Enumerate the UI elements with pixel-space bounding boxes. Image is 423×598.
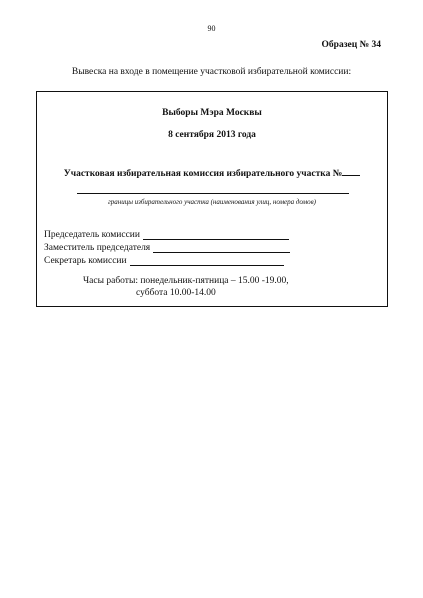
precinct-number-blank	[342, 166, 360, 176]
officer-deputy	[44, 243, 290, 253]
page-number: 90	[207, 24, 216, 33]
officer-secretary	[44, 256, 284, 266]
commission-line	[37, 166, 387, 179]
intro-text: Вывеска на входе в помещение участковой избирательной комиссии:	[71, 67, 352, 77]
officer-chairman	[44, 230, 289, 240]
borders-caption: границы избирательного участка (наименования улиц, номера домов)	[107, 198, 316, 206]
sign-date: 8 сентября 2013 года	[168, 130, 256, 140]
officer-label: Заместитель председателя	[44, 243, 151, 253]
sign-title: Выборы Мэра Москвы	[162, 108, 262, 118]
officer-label: Секретарь комиссии	[44, 256, 127, 266]
sample-label: Образец № 34	[321, 40, 381, 50]
officer-label: Председатель комиссии	[44, 230, 140, 240]
officer-blank-line	[143, 230, 289, 240]
working-hours-line-2: суббота 10.00-14.00	[136, 288, 216, 298]
officer-blank-line	[130, 256, 284, 266]
working-hours-line-1: Часы работы: понедельник-пятница – 15.00 -19.00,	[83, 276, 289, 286]
officer-blank-line	[153, 243, 290, 253]
borders-blank-line	[77, 193, 349, 194]
commission-text: Участковая избирательная комиссия избирательного участка №	[63, 169, 343, 179]
sign-box	[36, 91, 388, 307]
